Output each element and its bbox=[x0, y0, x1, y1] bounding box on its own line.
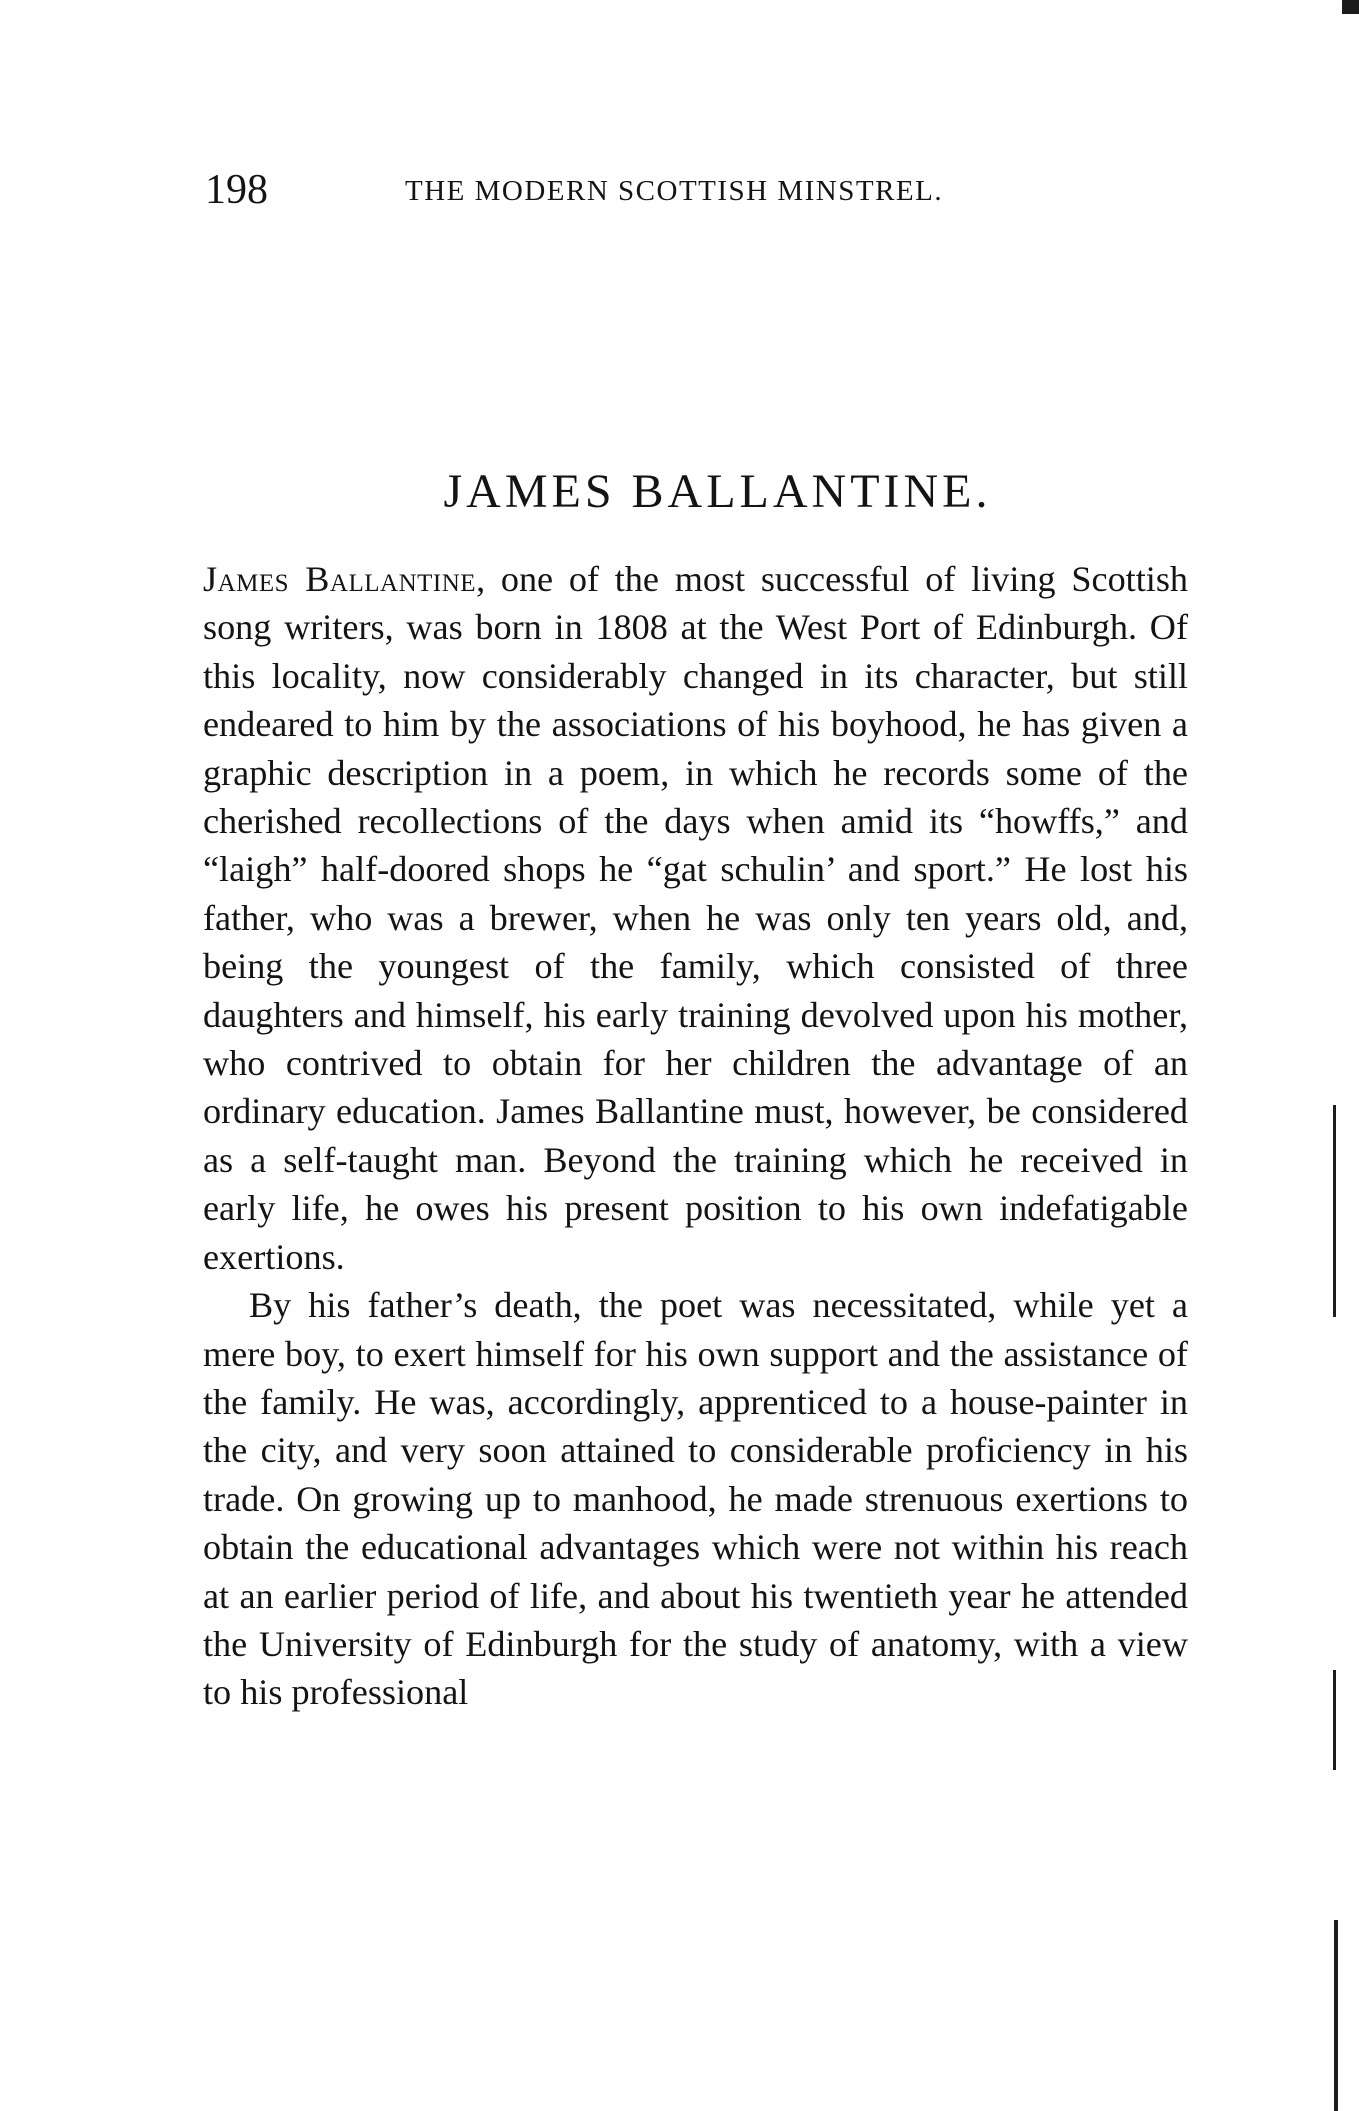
scan-mark-top bbox=[1342, 0, 1359, 14]
paragraph-1 bbox=[203, 555, 1188, 1281]
page-number: 198 bbox=[205, 167, 268, 213]
running-head bbox=[205, 165, 1225, 215]
scan-mark-bottom bbox=[1334, 1920, 1338, 2111]
paragraph-2: By his father’s death, the poet was necessitated, while yet a mere boy, to exert himself for his own support and the assistance of the family. He was, accordingly, apprenticed to a house-painter in the city, and very soon attained to considerable proficiency in his trade. On growing up to manhood, he made strenuous exertions to obtain the educational advantages which were not within his reach at an earlier period of life, and about his twentieth year he attended the University of Edinburgh for the study of anatomy, with a view to his professional bbox=[203, 1285, 1188, 1713]
paragraph-1-text: , one of the most successful of living Scottish song writers, was born in 1808 at the West Port of Edinburgh. Of this locality, now considerably changed in its character, but still endeared to him by the associations of his boyhood, he has given a graphic description in a poem, in which he records some of the cherished recollections of the days when amid its “howffs,” and “laigh” half-doored shops he “gat schulin’ and sport.” He lost his father, who was a brewer, when he was only ten years old, and, being the youngest of the family, which consisted of three daughters and himself, his early training devolved upon his mother, who contrived to obtain for her children the advantage of an ordinary education. James Ballantine must, however, be considered as a self-taught man. Beyond the training which he received in early life, he owes his present position to his own indefatigable exertions. bbox=[203, 559, 1188, 1277]
running-title: THE MODERN SCOTTISH MINSTREL. bbox=[405, 175, 944, 207]
body-text bbox=[203, 555, 1188, 1717]
scan-mark-middle bbox=[1333, 1105, 1336, 1317]
lead-name: James Ballantine bbox=[203, 559, 477, 599]
chapter-title: JAMES BALLANTINE. bbox=[443, 465, 992, 518]
scan-mark-lower bbox=[1333, 1670, 1336, 1770]
